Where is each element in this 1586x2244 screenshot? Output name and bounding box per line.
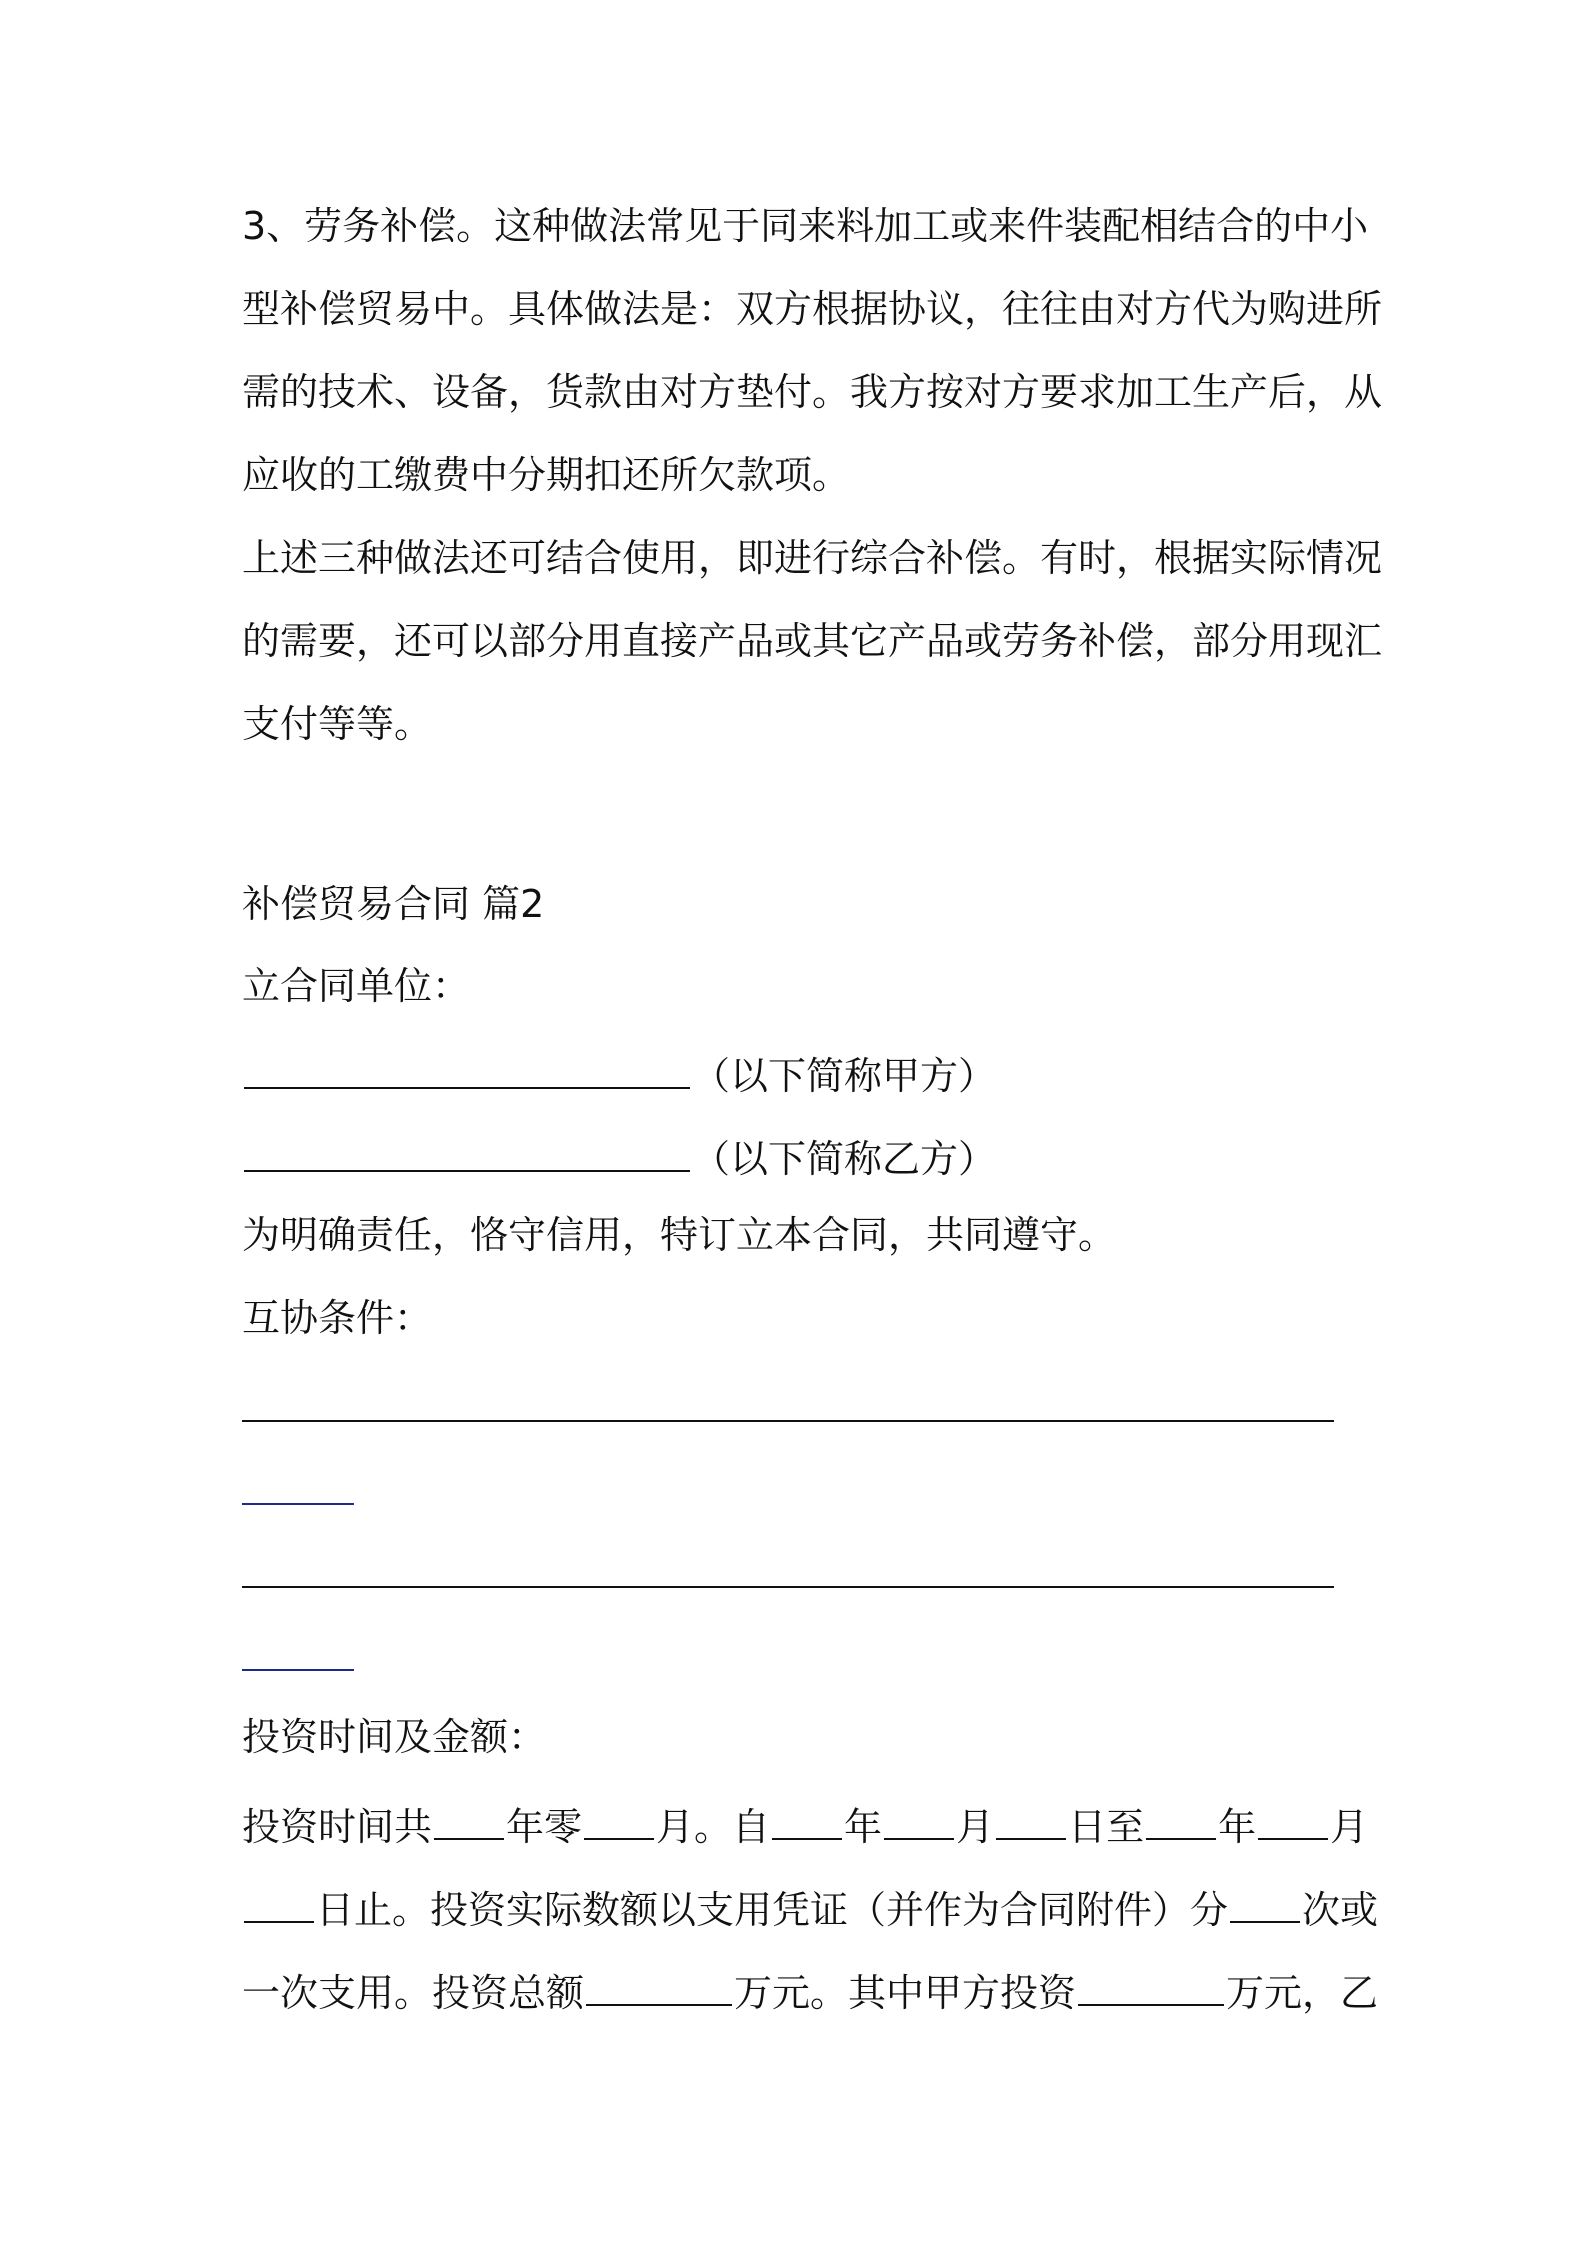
blank-party-a-amount bbox=[1078, 1960, 1224, 2006]
invest-line-1 bbox=[242, 1794, 1369, 1853]
party-b-line bbox=[242, 1126, 1362, 1185]
invest-text: 月 bbox=[956, 1805, 995, 1849]
party-a-line bbox=[242, 1043, 1362, 1102]
conditions-rule-1 bbox=[242, 1420, 1334, 1422]
conditions-rule-2 bbox=[242, 1586, 1334, 1588]
invest-text: 月 bbox=[1330, 1805, 1369, 1849]
invest-text: 年 bbox=[844, 1805, 883, 1849]
purpose-statement: 为明确责任，恪守信用，特订立本合同，共同遵守。 bbox=[242, 1213, 1117, 1257]
invest-text: 年零 bbox=[506, 1805, 583, 1849]
blank-end-day bbox=[244, 1877, 314, 1923]
combined-line-2: 的需要，还可以部分用直接产品或其它产品或劳务补偿，部分用现汇 bbox=[242, 619, 1383, 663]
invest-text: 一次支用。投资总额 bbox=[242, 1971, 585, 2015]
conditions-label: 互协条件： bbox=[242, 1296, 433, 1340]
invest-label: 投资时间及金额： bbox=[242, 1715, 547, 1759]
conditions-rule-2-end bbox=[242, 1669, 354, 1671]
invest-text: 日至 bbox=[1068, 1805, 1145, 1849]
invest-text: 日止。投资实际数额以支用凭证（并作为合同附件）分 bbox=[316, 1888, 1229, 1932]
blank-total-amount bbox=[586, 1960, 732, 2006]
party-b-label: （以下简称乙方） bbox=[692, 1137, 997, 1181]
invest-line-2 bbox=[242, 1877, 1379, 1936]
section3-line-2: 型补偿贸易中。具体做法是：双方根据协议，往往由对方代为购进所 bbox=[242, 287, 1383, 331]
section3-line-3: 需的技术、设备，货款由对方垫付。我方按对方要求加工生产后，从 bbox=[242, 370, 1383, 414]
blank-start-month bbox=[884, 1794, 954, 1840]
invest-line-3 bbox=[242, 1960, 1379, 2019]
contract-units-label: 立合同单位： bbox=[242, 964, 471, 1008]
party-b-blank bbox=[244, 1126, 690, 1172]
combined-line-3: 支付等等。 bbox=[242, 702, 433, 746]
contract-heading: 补偿贸易合同 篇2 bbox=[242, 882, 545, 926]
section3-line-4: 应收的工缴费中分期扣还所欠款项。 bbox=[242, 453, 851, 497]
invest-text: 月。自 bbox=[656, 1805, 771, 1849]
blank-end-month bbox=[1258, 1794, 1328, 1840]
blank-start-day bbox=[996, 1794, 1066, 1840]
invest-text: 万元，乙 bbox=[1226, 1971, 1379, 2015]
combined-line-1: 上述三种做法还可结合使用，即进行综合补偿。有时，根据实际情况 bbox=[242, 536, 1383, 580]
invest-text: 投资时间共 bbox=[242, 1805, 433, 1849]
blank-installments bbox=[1230, 1877, 1300, 1923]
invest-text: 年 bbox=[1218, 1805, 1257, 1849]
party-a-blank bbox=[244, 1043, 690, 1089]
section3-line-1: 3、劳务补偿。这种做法常见于同来料加工或来件装配相结合的中小 bbox=[242, 204, 1369, 248]
party-a-label: （以下简称甲方） bbox=[692, 1054, 997, 1098]
invest-text: 次或 bbox=[1302, 1888, 1379, 1932]
blank-years bbox=[434, 1794, 504, 1840]
blank-end-year bbox=[1146, 1794, 1216, 1840]
conditions-rule-1-end bbox=[242, 1503, 354, 1505]
blank-months bbox=[584, 1794, 654, 1840]
invest-text: 万元。其中甲方投资 bbox=[734, 1971, 1077, 2015]
blank-start-year bbox=[772, 1794, 842, 1840]
